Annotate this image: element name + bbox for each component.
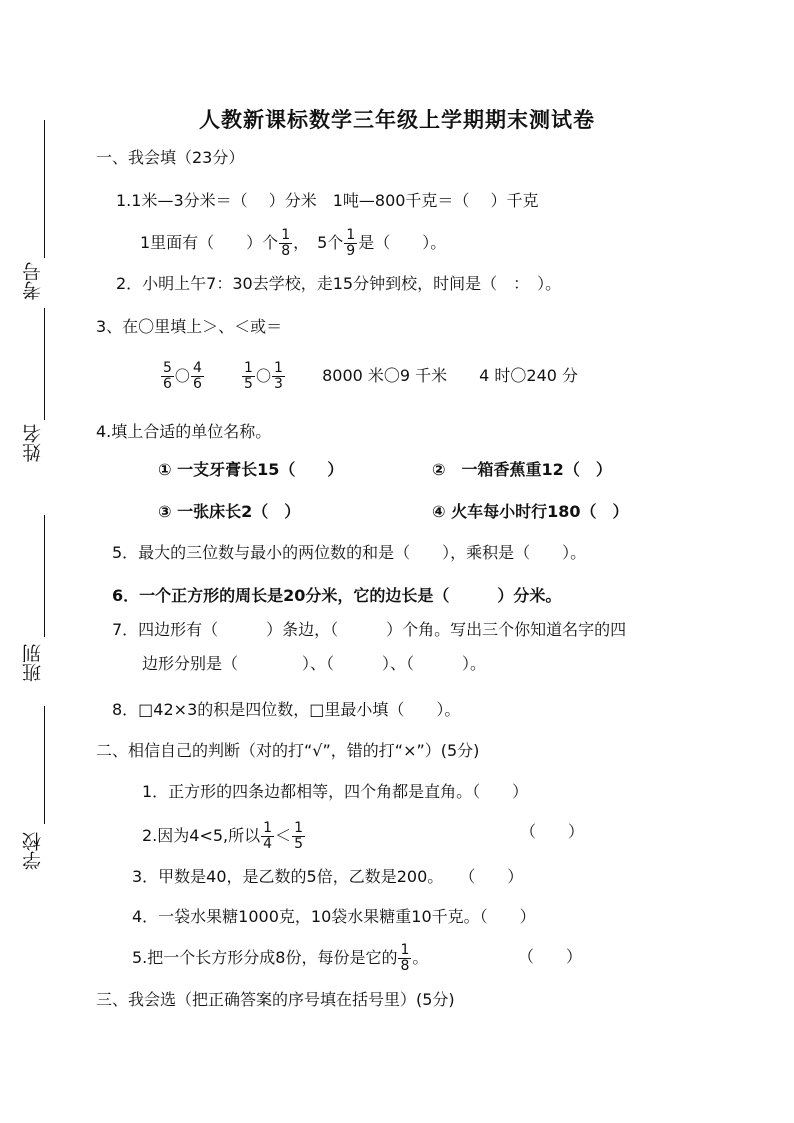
numerator: 1 bbox=[281, 227, 291, 243]
compare-circle-1: 〇 bbox=[174, 367, 190, 385]
denominator: 6 bbox=[192, 376, 202, 392]
denominator: 9 bbox=[346, 243, 356, 259]
q1b bbox=[140, 228, 446, 259]
compare-circle-2: 〇 bbox=[255, 367, 271, 385]
denominator: 8 bbox=[400, 958, 410, 974]
fraction-1-8 bbox=[398, 943, 411, 974]
q2: 2．小明上午7：30去学校，走15分钟到校，时间是（ ： ）。 bbox=[116, 274, 562, 293]
binding-line-3 bbox=[44, 515, 45, 637]
numerator: 1 bbox=[263, 820, 273, 836]
denominator: 5 bbox=[244, 376, 253, 392]
binding-line-4 bbox=[44, 706, 45, 824]
binding-line-top bbox=[44, 120, 45, 258]
denominator: 8 bbox=[281, 243, 291, 259]
j5-post: 。 bbox=[412, 948, 429, 967]
numerator: 1 bbox=[294, 820, 303, 836]
q8: 8．□42×3的积是四位数，□里最小填（ ）。 bbox=[112, 700, 461, 719]
fraction-1-5 bbox=[292, 821, 305, 852]
q3-row bbox=[160, 356, 578, 396]
fraction-4-6 bbox=[191, 361, 204, 392]
numerator: 5 bbox=[163, 360, 172, 376]
q7a: 7．四边形有（ ）条边，（ ）个角。写出三个你知道名字的四 bbox=[112, 620, 627, 639]
j2-paren: （ ） bbox=[520, 822, 585, 841]
numerator: 1 bbox=[244, 360, 253, 376]
numerator: 1 bbox=[346, 227, 356, 243]
q3-heading: 3、在〇里填上＞、＜或＝ bbox=[96, 317, 283, 336]
numerator: 1 bbox=[273, 360, 283, 376]
label-xuexiao: 学校 bbox=[22, 832, 44, 870]
fraction-1-9 bbox=[344, 228, 357, 259]
q6: 6．一个正方形的周长是20分米，它的边长是（ ）分米。 bbox=[112, 586, 562, 605]
j5-pre: 5.把一个长方形分成8份，每份是它的 bbox=[132, 948, 398, 967]
section3-heading: 三、我会选（把正确答案的序号填在括号里）(5分) bbox=[96, 990, 455, 1009]
fraction-1-8 bbox=[279, 228, 292, 259]
j1: 1．正方形的四条边都相等，四个角都是直角。（ ） bbox=[142, 782, 529, 801]
q4-item-4: ④ 火车每小时行180（ ） bbox=[432, 502, 629, 521]
denominator: 4 bbox=[263, 836, 273, 852]
j2 bbox=[142, 818, 306, 854]
q4-item-1: ① 一支牙膏长15（ ） bbox=[158, 460, 344, 479]
fraction-1-3 bbox=[272, 361, 285, 392]
q4-item-2: ② 一箱香蕉重12（ ） bbox=[432, 460, 612, 479]
q4-heading: 4.填上合适的单位名称。 bbox=[96, 422, 272, 441]
fraction-1-5 bbox=[242, 361, 255, 392]
j3: 3．甲数是40，是乙数的5倍，乙数是200。 （ ） bbox=[132, 867, 524, 886]
less-than-sign: ＜ bbox=[275, 826, 292, 845]
section2-heading: 二、相信自己的判断（对的打“√”，错的打“×”）(5分) bbox=[96, 741, 480, 760]
numerator: 1 bbox=[400, 942, 410, 958]
section1-heading: 一、我会填（23分） bbox=[96, 148, 245, 167]
q1b-pre: 1里面有（ ）个 bbox=[140, 233, 279, 252]
j5-paren: （ ） bbox=[518, 947, 583, 966]
denominator: 6 bbox=[163, 376, 172, 392]
j5 bbox=[132, 940, 428, 976]
numerator: 4 bbox=[192, 360, 202, 376]
j4: 4．一袋水果糖1000克，10袋水果糖重10千克。（ ） bbox=[132, 907, 536, 926]
label-xingming: 姓名 bbox=[22, 424, 44, 462]
j2-pre: 2.因为4<5,所以 bbox=[142, 826, 261, 845]
q4-item-3: ③ 一张床长2（ ） bbox=[158, 502, 301, 521]
q5: 5．最大的三位数与最小的两位数的和是（ ），乘积是（ ）。 bbox=[112, 543, 587, 562]
denominator: 3 bbox=[273, 376, 283, 392]
q1b-mid: ， 5个 bbox=[293, 233, 344, 252]
denominator: 5 bbox=[294, 836, 303, 852]
binding-line-2 bbox=[44, 308, 45, 420]
q1a: 1.1米—3分米＝（ ）分米 1吨—800千克＝（ ）千克 bbox=[116, 191, 539, 210]
q1b-post: 是（ ）。 bbox=[358, 233, 447, 252]
page-title: 人教新课标数学三年级上学期期末测试卷 bbox=[199, 107, 595, 132]
fraction-5-6 bbox=[161, 361, 174, 392]
label-kaohao: 考号 bbox=[22, 262, 44, 300]
fraction-1-4 bbox=[261, 821, 274, 852]
q7b: 边形分别是（ ）、（ ）、（ ）。 bbox=[142, 654, 487, 673]
q3-tail: 8000 米〇9 千米 4 时〇240 分 bbox=[322, 366, 579, 385]
label-banbie: 班别 bbox=[22, 644, 44, 682]
